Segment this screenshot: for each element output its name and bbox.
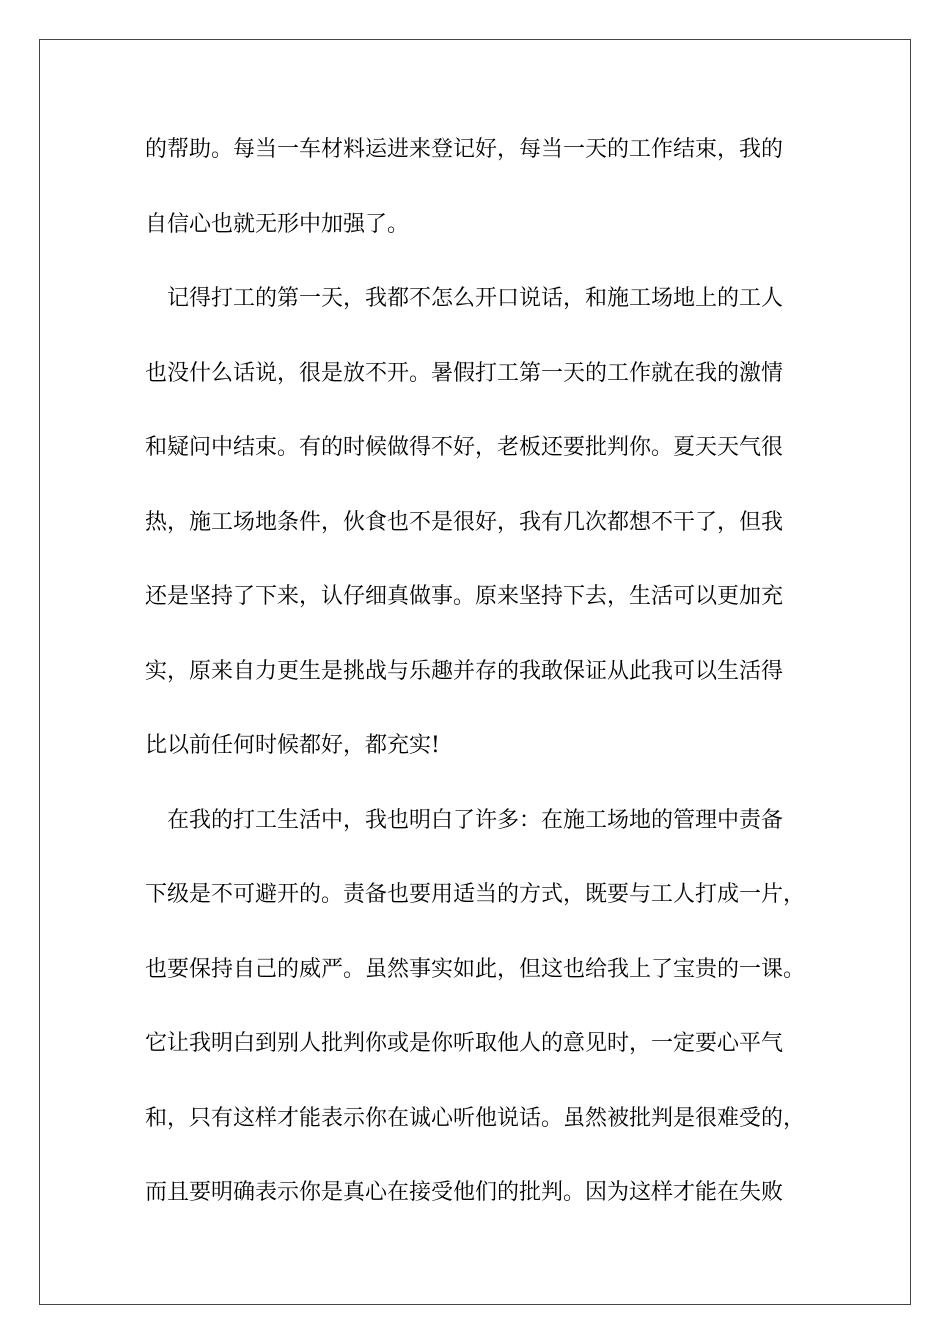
text-line: 也没什么话说，很是放不开。暑假打工第一天的工作就在我的激情 (145, 360, 784, 386)
paragraph-start-line: 在我的打工生活中，我也明白了许多：在施工场地的管理中责备 (167, 807, 784, 833)
text-line: 比以前任何时候都好，都充实! (145, 733, 440, 758)
text-line: 和疑问中结束。有的时候做得不好，老板还要批判你。夏天天气很 (145, 435, 784, 460)
text-line: 而且要明确表示你是真心在接受他们的批判。因为这样才能在失败 (145, 1180, 784, 1205)
text-line: 自信心也就无形中加强了。 (145, 211, 410, 237)
text-line: 也要保持自己的威严。虽然事实如此，但这也给我上了宝贵的一课。 (145, 956, 806, 982)
text-line: 的帮助。每当一车材料运进来登记好，每当一天的工作结束，我的 (145, 137, 784, 162)
paragraph-start-line: 记得打工的第一天，我都不怎么开口说话，和施工场地上的工人 (167, 286, 784, 311)
text-line: 实，原来自力更生是挑战与乐趣并存的我敢保证从此我可以生活得 (145, 658, 784, 684)
document-body (145, 128, 810, 1246)
text-line: 热，施工场地条件，伙食也不是很好，我有几次都想不干了，但我 (145, 509, 784, 535)
text-line: 下级是不可避开的。责备也要用适当的方式，既要与工人打成一片， (145, 882, 806, 907)
text-line: 它让我明白到别人批判你或是你听取他人的意见时，一定要心平气 (145, 1031, 784, 1056)
text-line: 和，只有这样才能表示你在诚心听他说话。虽然被批判是很难受的， (145, 1105, 806, 1131)
text-line: 还是坚持了下来，认仔细真做事。原来坚持下去，生活可以更加充 (145, 584, 784, 609)
